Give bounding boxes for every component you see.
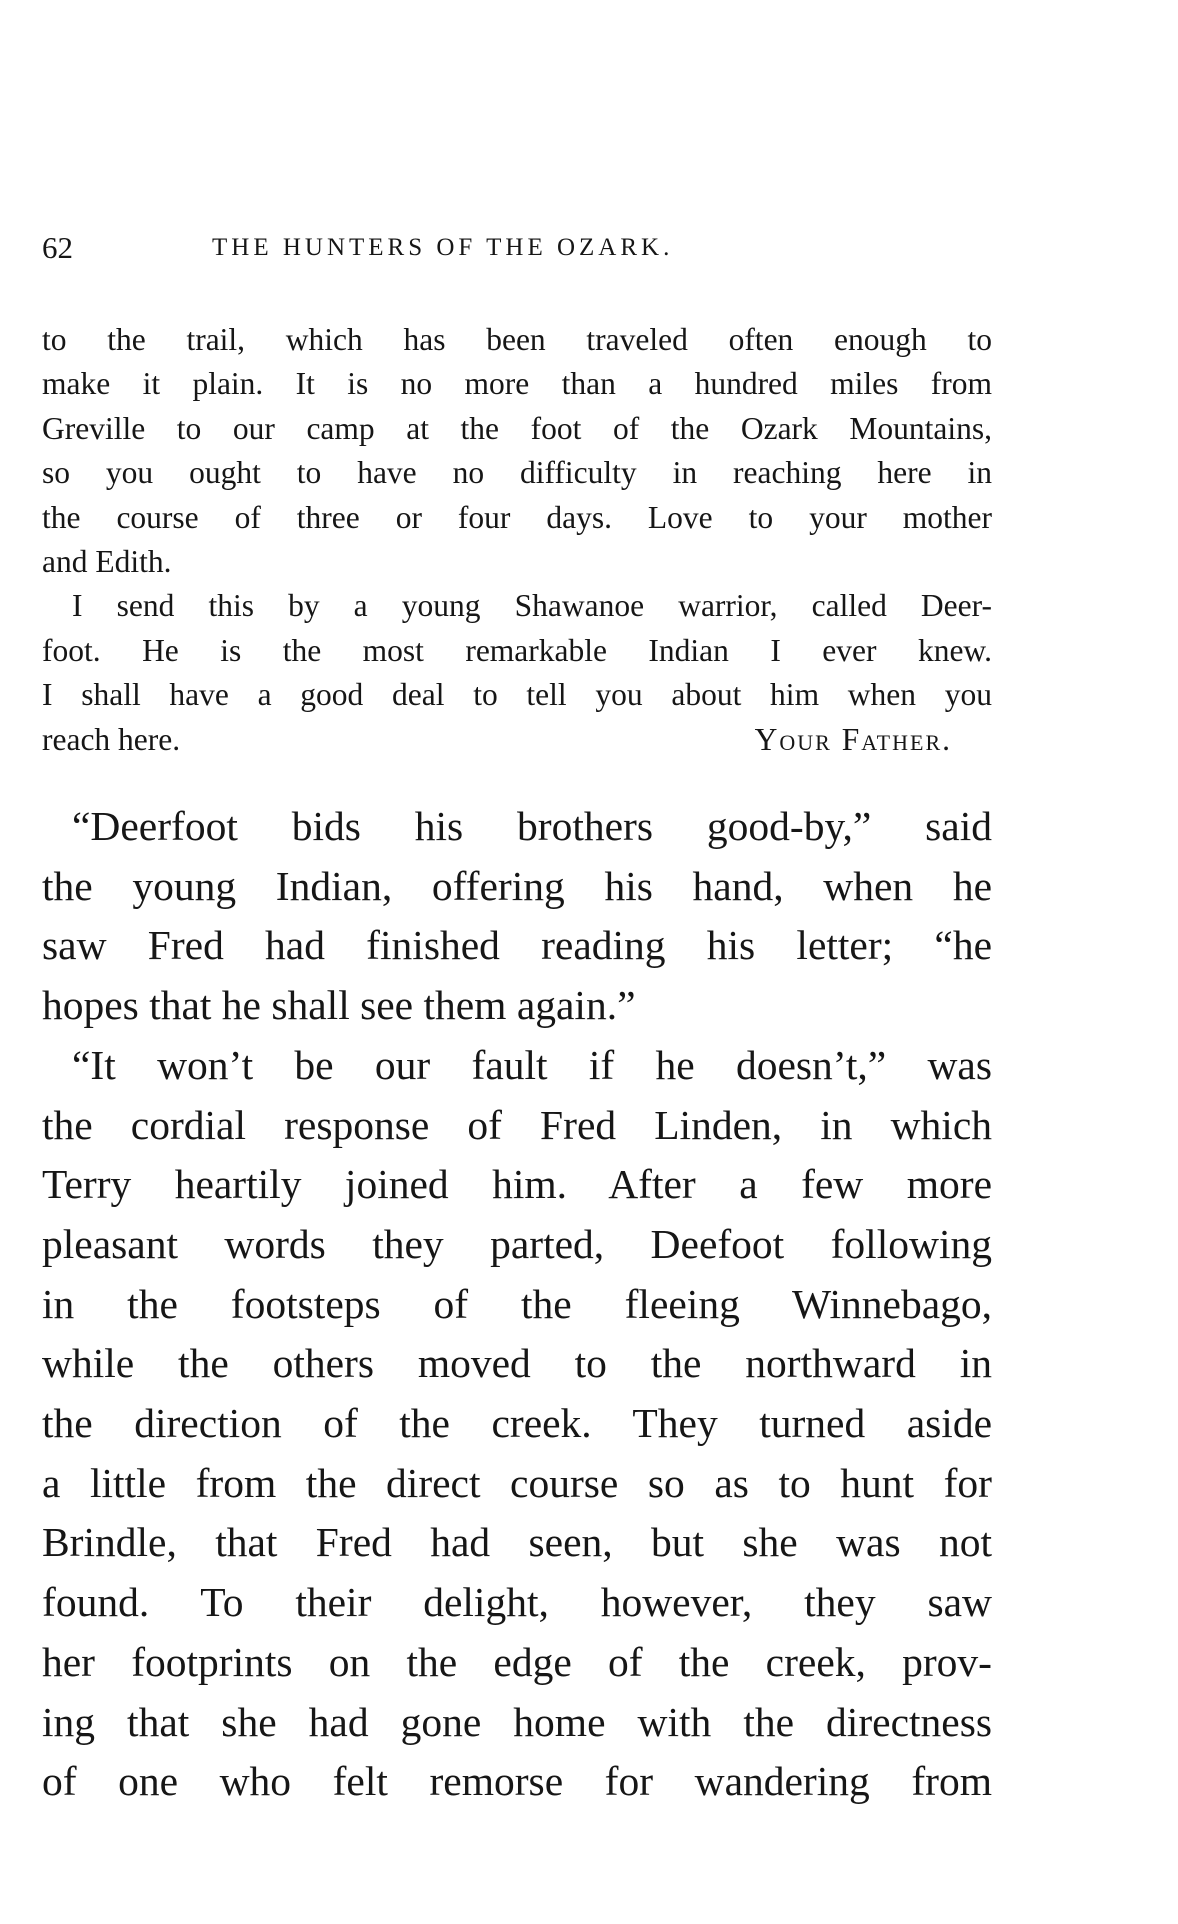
- text-line: reach here.: [42, 721, 181, 757]
- text-line: I shall have a good deal to tell you about him when you: [42, 677, 992, 713]
- running-title: THE HUNTERS OF THE OZARK.: [212, 234, 674, 261]
- text-line: “Deerfoot bids his brothers good-by,” said: [72, 803, 992, 849]
- closing-line: [42, 718, 992, 762]
- text-line: so you ought to have no difficulty in reaching here in: [42, 455, 992, 491]
- text-line: foot. He is the most remarkable Indian I ever knew.: [42, 632, 992, 668]
- text-line: saw Fred had finished reading his letter; “he: [42, 922, 992, 969]
- text-line: pleasant words they parted, Deefoot following: [42, 1220, 992, 1267]
- text-line: make it plain. It is no more than a hundred miles from: [42, 366, 992, 402]
- text-line: found. To their delight, however, they saw: [42, 1579, 992, 1626]
- text-line: “It won’t be our fault if he doesn’t,” was: [72, 1041, 992, 1088]
- text-line: and Edith.: [42, 544, 172, 580]
- page-number: 62: [42, 230, 73, 265]
- letter-signature: Your Father.: [754, 721, 952, 757]
- letter-text: [42, 318, 992, 762]
- text-line: Brindle, that Fred had seen, but she was not: [42, 1519, 992, 1566]
- text-line: hopes that he shall see them again.”: [42, 982, 636, 1029]
- text-line: the young Indian, offering his hand, when he: [42, 862, 992, 909]
- text-line: the course of three or four days. Love to your mother: [42, 499, 992, 535]
- text-line: the cordial response of Fred Linden, in which: [42, 1101, 992, 1148]
- text-line: ing that she had gone home with the directness: [42, 1698, 992, 1745]
- text-line: the direction of the creek. They turned aside: [42, 1400, 992, 1447]
- text-line: of one who felt remorse for wandering from: [42, 1758, 992, 1805]
- text-line: Greville to our camp at the foot of the Ozark Mountains,: [42, 410, 992, 446]
- text-line: while the others moved to the northward in: [42, 1340, 992, 1387]
- page-header: [42, 230, 992, 270]
- text-line: to the trail, which has been traveled often enough to: [42, 322, 992, 357]
- text-line: her footprints on the edge of the creek, prov-: [42, 1638, 992, 1685]
- text-line: in the footsteps of the fleeing Winnebago,: [42, 1280, 992, 1327]
- text-line: I send this by a young Shawanoe warrior, called Deer-: [72, 588, 992, 624]
- text-line: Terry heartily joined him. After a few more: [42, 1161, 992, 1208]
- text-line: a little from the direct course so as to hunt for: [42, 1459, 992, 1506]
- body-text: [42, 797, 992, 1812]
